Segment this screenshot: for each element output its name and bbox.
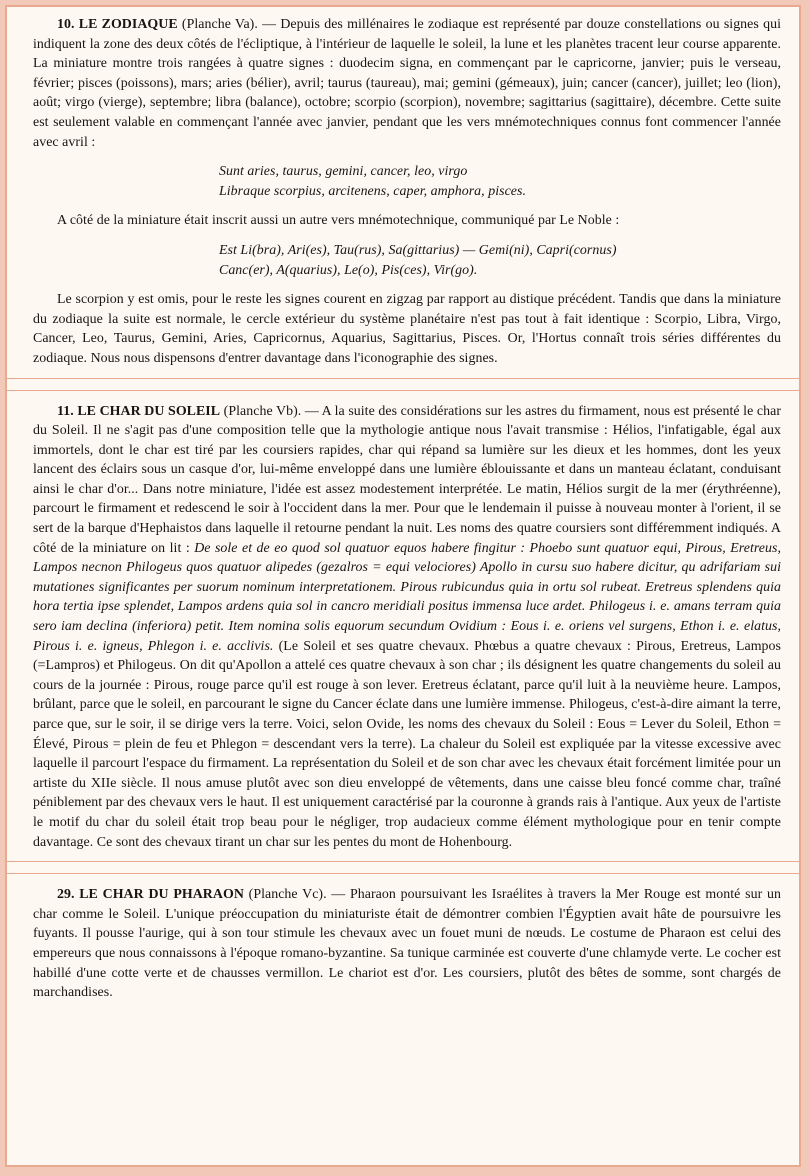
section-heading: 29. LE CHAR DU PHARAON [57, 887, 244, 903]
section-heading: 11. LE CHAR DU SOLEIL [57, 403, 221, 419]
section-text: (Planche Vc). — Pharaon poursuivant les Israélites à travers la Mer Rouge est monté sur un char comme le Soleil. L'unique préoccupation du miniaturiste était de démontrer combien l'Égyptien avait hâte de poursuivre les fuyants. Il pousse l'aurige, qui à son tour stimule les chevaux avec un fouet muni de nœuds. Le costume de Pharaon est celui des empereurs que nous connaissons à l'époque romano-byzantine. Sa tunique carminée est couverte d'une chlamyde verte. Le cocher est habillé d'une cotte verte et de chausses vermillon. Le chariot est d'or. Les coursiers, plutôt des bêtes de somme, sont chargés de marchandises. [33, 887, 781, 1001]
paragraph: A côté de la miniature était inscrit aussi un autre vers mnémotechnique, communiqué par Le Noble : [57, 213, 620, 229]
section-char-du-soleil [33, 402, 781, 853]
verse-line: Canc(er), A(quarius), Le(o), Pis(ces), Vir(go). [219, 262, 478, 278]
verse-block [219, 241, 781, 280]
document-body [33, 15, 781, 1003]
section-text: (Planche Vb). — A la suite des considérations sur les astres du firmament, nous est présenté le char du Soleil. Il ne s'agit pas d'une composition telle que la mythologie antique nous l'avait transmise : Hélios, l'infatigable, égal aux immortels, dont le char est tiré par les coursiers rapides, char qui répand sa lumière sur les dieux et les hommes, dont les yeux lancent des éclairs sous un casque d'or, lui-même enveloppé dans une lumière éblouissante et dans un manteau éclatant, conduisant ainsi le char d'or... Dans notre miniature, l'idée est assez modestement interprétée. Le matin, Hélios surgit de la mer (érythréenne), parcourt le firmament et redescend le soir à l'occident dans la mer. Pour que le lendemain il puisse à nouveau monter à l'orient, il se sert de la barque d'Hephaistos dans laquelle il retourne pendant la nuit. Les noms des quatre coursiers sont différemment indiqués. A côté de la miniature on lit : [33, 403, 781, 556]
section-paragraph [33, 15, 781, 152]
section-divider [7, 378, 801, 391]
section-paragraph [33, 402, 781, 853]
latin-quotation: De sole et de eo quod sol quatuor equos habere fingitur : Phoebo sunt quatuor equi, Pirous, Eretreus, Lampos necnon Philogeus quos quatuor alipedes (gezalros = equi velociores) Apollo in cursu suo habere dicitur, qu adrifariam sui mutationes significantes per suorum nominum interpretationem. Pirous rubicundus quia in ortu sol rubeat. Eretreus splendens quia hora tertia ipse splendet, Lampos ardens quia sol in cancro meridiali positus immensa luce ardet. Philogeus i. e. amans terram quia sero iam declina (inferiora) petit. Item nomina solis equorum secundum Ovidium : Eous i. e. oriens vel surgens, Ethon i. e. elatus, Pirous i. e. igneus, Phlegon i. e. acclivis. [33, 540, 781, 654]
verse-line: Sunt aries, taurus, gemini, cancer, leo, virgo [219, 164, 468, 180]
section-char-du-pharaon [33, 885, 781, 1003]
section-heading: 10. LE ZODIAQUE [57, 17, 178, 32]
section-zodiaque [33, 15, 781, 369]
verse-line: Libraque scorpius, arcitenens, caper, amphora, pisces. [219, 183, 526, 199]
section-text-continued: (Le Soleil et ses quatre chevaux. Phœbus a quatre chevaux : Pirous, Eretreus, Lampos (=Lampros) et Philogeus. On dit qu'Apollon a attelé ces quatre chevaux à son char ; ils désignent les quatre changements du soleil au cours de la journée : Pirous, rouge parce qu'il est rouge à son lever. Eretreus éclatant, parce qu'il luit à la neuvième heure. Lampos, brûlant, parce que le soleil, en parcourant le signe du Cancer éclate dans une lumière immense. Philogeus, c'est-à-dire aimant la terre, parce que, sur le soir, il se dirige vers la terre. Voici, selon Ovide, les noms des chevaux du Soleil : Eous = Lever du Soleil, Ethon = Élevé, Pirous = plein de feu et Phlegon = descendant vers la terre). La chaleur du Soleil est expliquée par la vitesse excessive avec laquelle il parcourt l'espace du firmament. La représentation du Soleil et de son char avec les chevaux était forcément limitée pour un artiste du XIIe siècle. Il nous amuse plutôt avec son dieu enveloppé de vêtements, dans une caisse bleu foncé comme char, traîné péniblement par des chevaux vers le haut. Il est uniquement caractérisé par la couronne à grands rais à l'antique. Aux yeux de l'artiste le motif du char du soleil était trop beau pour le négliger, trop audacieux comme élément mythologique pour en tenir compte davantage. Ce sont des chevaux tirant un char sur les pentes du mont de Hohenbourg. [33, 638, 782, 850]
paragraph: Le scorpion y est omis, pour le reste les signes courent en zigzag par rapport au distique précédent. Tandis que dans la miniature du zodiaque la suite est normale, le cercle extérieur du système planétaire n'est pas tout à fait identique : Scorpio, Libra, Virgo, Cancer, Leo, Taurus, Gemini, Aries, Capricornus, Aquarius, Sagittarius, Pisces. Or, l'Hortus connaît trois séries différentes du zodiaque. Nous nous dispensons d'entrer davantage dans l'iconographie des signes. [33, 292, 781, 366]
section-text: (Planche Va). — Depuis des millénaires le zodiaque est représenté par douze constellations ou signes qui indiquent la zone des deux côtés de l'écliptique, à l'intérieur de laquelle le soleil, la lune et les planètes tracent leur course apparente. La miniature montre trois rangées à quatre signes : duodecim signa, en commençant par le capricorne, janvier; puis le verseau, février; pisces (poissons), mars; aries (bélier), avril; taurus (taureau), mai; gemini (gémeaux), juin; cancer (cancer), juillet; leo (lion), août; virgo (vierge), septembre; libra (balance), octobre; scorpio (scorpion), novembre; sagittarius (sagittaire), décembre. Cette suite est seulement valable en commençant l'année avec janvier, pendant que les vers mnémotechniques connus font commencer l'année avec avril : [33, 17, 781, 150]
page [5, 5, 801, 1167]
verse-block [219, 162, 781, 201]
section-divider [7, 861, 801, 874]
section-paragraph [33, 885, 781, 1003]
verse-line: Est Li(bra), Ari(es), Tau(rus), Sa(gittarius) — Gemi(ni), Capri(cornus) [219, 242, 617, 258]
